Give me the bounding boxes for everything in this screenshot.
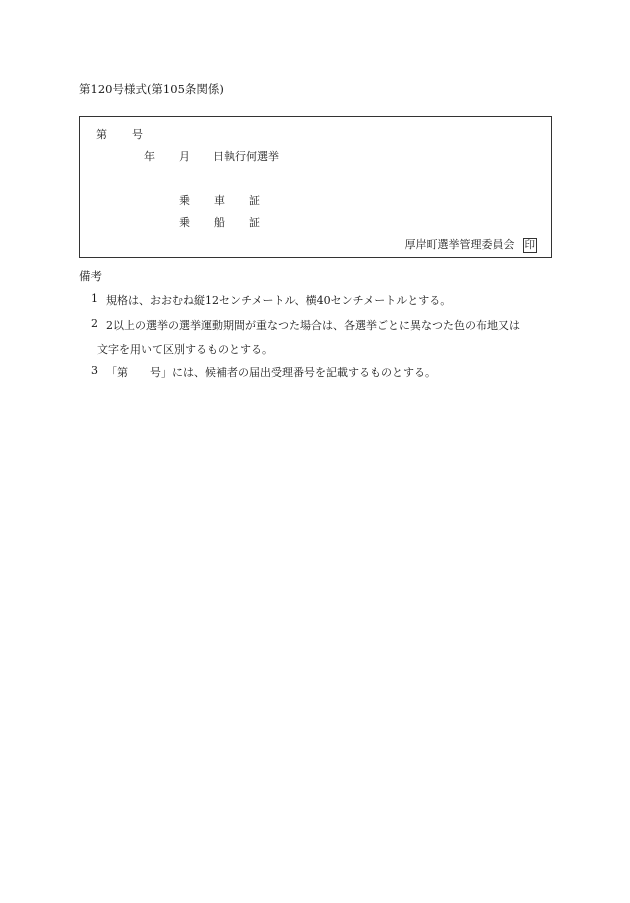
pass-car-char-2: 車	[214, 194, 225, 207]
number-prefix: 第	[96, 128, 107, 141]
pass-car-char-3: 証	[249, 194, 260, 207]
note-2-text-line-1: 2以上の選挙の選挙運動期間が重なつた場合は、各選挙ごとに異なつた色の布地又は	[106, 319, 520, 332]
notes-heading: 備考	[79, 269, 102, 283]
seal-stamp: 印	[524, 239, 535, 251]
note-2-number: 2	[91, 317, 98, 330]
issuer-name: 厚岸町選挙管理委員会	[404, 238, 515, 251]
pass-car-char-1: 乗	[179, 194, 190, 207]
note-2-text-line-2: 文字を用いて区別するものとする。	[97, 343, 273, 356]
note-1-text: 規格は、おおむね縦12センチメートル、横40センチメートルとする。	[106, 294, 452, 307]
note-1-number: 1	[91, 292, 98, 305]
election-day-label: 日執行何選挙	[213, 150, 279, 163]
note-3-number: 3	[91, 364, 98, 377]
pass-ship-char-2: 船	[214, 216, 225, 229]
form-title: 第120号様式(第105条関係)	[79, 82, 224, 96]
note-3-text: 「第 号」には、候補者の届出受理番号を記載するものとする。	[106, 366, 436, 379]
issuer-line	[405, 236, 538, 253]
number-suffix: 号	[132, 128, 143, 141]
pass-ship-char-3: 証	[249, 216, 260, 229]
badge-form-frame	[79, 116, 552, 258]
pass-ship-char-1: 乗	[179, 216, 190, 229]
date-month: 月	[179, 150, 190, 163]
date-year: 年	[144, 150, 155, 163]
